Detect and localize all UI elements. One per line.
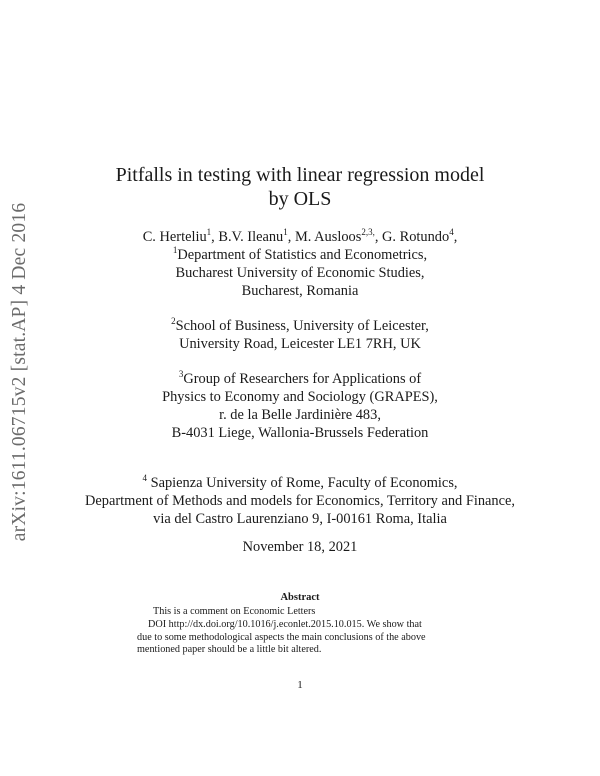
author-name: , B.V. Ileanu — [211, 229, 284, 245]
abstract-body — [137, 606, 472, 657]
paper-title-line-1: Pitfalls in testing with linear regression model — [115, 164, 485, 186]
abstract-line: due to some methodological aspects the main conclusions of the above — [137, 631, 426, 643]
author-affil-mark: 1 — [206, 227, 212, 238]
affiliation-3-line: $^3$Group of Researchers for Applications of — [178, 369, 422, 387]
affiliation-2-line: $^2$School of Business, University of Leicester, — [171, 316, 429, 334]
author-name: , G. Rotundo — [374, 229, 450, 245]
affiliation-4-line: via del Castro Laurenziano 9, I-00161 Roma, Italia — [153, 511, 447, 527]
paper-date: November 18, 2021 — [242, 539, 358, 555]
affil-mark: 3 — [178, 369, 184, 380]
affiliation-1-line: $^1$Department of Statistics and Econometrics, — [172, 245, 428, 263]
abstract-line: DOI http://dx.doi.org/10.1016/j.econlet.2015.10.015. We show that — [148, 618, 422, 630]
affiliation-4-line: $^4$ Sapienza University of Rome, Faculty of Economics, — [142, 473, 458, 491]
affiliation-3-line: Physics to Economy and Sociology (GRAPES), — [162, 389, 438, 405]
abstract-line: This is a comment on Economic Letters — [153, 606, 316, 617]
author-list-end: , — [453, 229, 458, 245]
author-affil-mark: 2,3, — [361, 227, 375, 238]
author-name: C. Herteliu — [142, 229, 207, 245]
paper-title-line-2: by OLS — [268, 188, 332, 210]
author-affil-mark: 4 — [449, 227, 454, 238]
affil-mark: 4 — [142, 473, 147, 484]
page-number: 1 — [297, 679, 303, 691]
affiliation-1-line: Bucharest, Romania — [241, 283, 359, 299]
author-name: , M. Ausloos — [287, 229, 362, 245]
affil-mark: 1 — [172, 245, 178, 256]
affiliation-3-line: B-4031 Liege, Wallonia-Brussels Federation — [171, 425, 429, 441]
affiliation-2-line: University Road, Leicester LE1 7RH, UK — [179, 336, 421, 352]
affiliation-4-line: Department of Methods and models for Economics, Territory and Finance, — [85, 493, 515, 509]
arxiv-id: arXiv:1611.06715v2 [stat.AP] 4 Dec 2016 — [9, 202, 30, 542]
abstract-line: mentioned paper should be a little bit altered. — [137, 644, 322, 656]
affil-mark: 2 — [171, 316, 176, 327]
author-list — [0, 228, 600, 246]
abstract-heading: Abstract — [280, 592, 320, 603]
affiliation-1-line: Bucharest University of Economic Studies, — [175, 265, 425, 281]
author-affil-mark: 1 — [283, 227, 288, 238]
affiliation-3-line: r. de la Belle Jardinière 483, — [219, 407, 381, 423]
